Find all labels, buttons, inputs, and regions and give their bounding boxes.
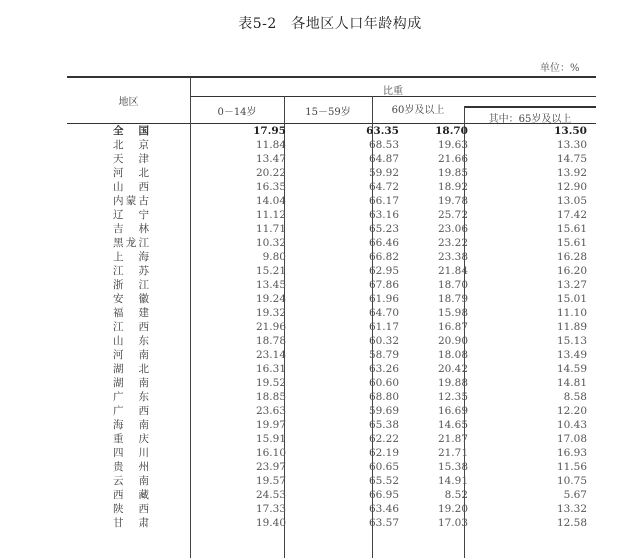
age-60-plus-cell: 23.06 [437,223,468,236]
table-row [67,362,596,376]
age-60-plus-cell: 18.70 [435,125,468,137]
table-title: 表5-2 各地区人口年龄构成 [238,16,422,32]
age-65-plus-cell: 8.58 [563,391,587,404]
table-body [67,124,596,530]
table-row [67,250,596,264]
age-0-14-cell: 16.10 [255,447,286,460]
table-row [67,516,596,530]
age-65-plus-cell: 13.05 [556,195,587,208]
age-0-14-cell: 18.78 [255,335,286,348]
age-60-plus-cell: 15.98 [437,307,468,320]
age-0-14-cell: 19.57 [255,475,286,488]
age-65-plus-cell: 16.93 [556,447,587,460]
age-15-59-cell: 65.52 [368,475,399,488]
age-65-plus-cell: 11.10 [556,307,587,320]
age-0-14-cell: 23.14 [255,349,286,362]
region-cell: 湖 南 [113,377,149,390]
region-cell: 上 海 [113,251,149,264]
region-cell: 北 京 [113,139,149,152]
age-60-plus-cell: 12.35 [437,391,468,404]
age-60-plus-cell: 18.70 [437,279,468,292]
table-row [67,334,596,348]
age-0-14-cell: 11.71 [255,223,286,236]
unit-label: 单位：% [540,63,580,74]
age-60-plus-cell: 18.79 [437,293,468,306]
header-age-15-59: 15－59岁 [305,107,351,118]
age-65-plus-cell: 17.42 [556,209,587,222]
age-15-59-cell: 62.19 [368,447,399,460]
age-15-59-cell: 68.80 [368,391,399,404]
age-15-59-cell: 66.46 [368,237,399,250]
age-60-plus-cell: 14.65 [437,419,468,432]
region-cell: 山 东 [113,335,149,348]
table-row [67,502,596,516]
age-65-plus-cell: 13.27 [556,279,587,292]
age-65-plus-cell: 13.50 [554,125,587,137]
header-region: 地区 [118,97,139,108]
age-15-59-cell: 60.60 [368,377,399,390]
region-cell: 西 藏 [113,489,149,502]
table-row [67,236,596,250]
age-60-plus-cell: 23.38 [437,251,468,264]
age-60-plus-cell: 21.84 [437,265,468,278]
age-15-59-cell: 63.26 [368,363,399,376]
age-0-14-cell: 24.53 [255,489,286,502]
table-row [67,292,596,306]
sub-rule [464,106,596,108]
age-65-plus-cell: 10.75 [556,475,587,488]
region-cell: 天 津 [113,153,149,166]
age-0-14-cell: 16.35 [255,181,286,194]
age-15-59-cell: 65.23 [368,223,399,236]
region-cell: 内蒙古 [113,195,149,208]
age-0-14-cell: 19.24 [255,293,286,306]
age-60-plus-cell: 21.71 [437,447,468,460]
age-15-59-cell: 60.65 [368,461,399,474]
age-60-plus-cell: 19.20 [437,503,468,516]
header-age-65-plus: 其中：65岁及以上 [488,114,572,125]
age-65-plus-cell: 13.92 [556,167,587,180]
age-15-59-cell: 66.95 [368,489,399,502]
region-cell: 广 东 [113,391,149,404]
table-row [67,376,596,390]
table-row-total [67,124,596,138]
table-row [67,488,596,502]
age-65-plus-cell: 16.20 [556,265,587,278]
region-cell: 全 国 [113,125,149,137]
age-60-plus-cell: 15.38 [437,461,468,474]
age-0-14-cell: 11.84 [255,139,286,152]
age-15-59-cell: 64.72 [368,181,399,194]
age-65-plus-cell: 12.58 [556,517,587,530]
age-65-plus-cell: 11.89 [556,321,587,334]
table-row [67,320,596,334]
header-age-0-14: 0－14岁 [217,107,257,118]
age-15-59-cell: 58.79 [368,349,399,362]
table-row [67,166,596,180]
header-age-60-plus: 60岁及以上 [391,105,445,116]
region-cell: 江 西 [113,321,149,334]
age-0-14-cell: 19.97 [255,419,286,432]
age-0-14-cell: 9.80 [262,251,286,264]
age-65-plus-cell: 17.08 [556,433,587,446]
age-65-plus-cell: 10.43 [556,419,587,432]
table-row [67,138,596,152]
region-cell: 河 南 [113,349,149,362]
age-0-14-cell: 10.32 [255,237,286,250]
age-15-59-cell: 64.70 [368,307,399,320]
table-row [67,222,596,236]
region-cell: 吉 林 [113,223,149,236]
age-15-59-cell: 63.16 [368,209,399,222]
age-15-59-cell: 64.87 [368,153,399,166]
age-65-plus-cell: 12.90 [556,181,587,194]
age-60-plus-cell: 25.72 [437,209,468,222]
table-row [67,180,596,194]
age-60-plus-cell: 14.91 [437,475,468,488]
region-cell: 重 庆 [113,433,149,446]
age-15-59-cell: 68.53 [368,139,399,152]
age-60-plus-cell: 16.69 [437,405,468,418]
age-0-14-cell: 18.85 [255,391,286,404]
age-0-14-cell: 19.32 [255,307,286,320]
age-15-59-cell: 63.35 [366,125,399,137]
table-row [67,390,596,404]
age-60-plus-cell: 18.92 [437,181,468,194]
age-60-plus-cell: 19.85 [437,167,468,180]
table-row [67,278,596,292]
age-15-59-cell: 62.22 [368,433,399,446]
age-60-plus-cell: 19.63 [437,139,468,152]
age-65-plus-cell: 12.20 [556,405,587,418]
age-15-59-cell: 63.46 [368,503,399,516]
age-60-plus-cell: 19.88 [437,377,468,390]
age-0-14-cell: 14.04 [255,195,286,208]
table-row [67,348,596,362]
age-0-14-cell: 20.22 [255,167,286,180]
region-cell: 山 西 [113,181,149,194]
top-rule [67,76,596,78]
age-15-59-cell: 61.96 [368,293,399,306]
age-15-59-cell: 67.86 [368,279,399,292]
age-15-59-cell: 60.32 [368,335,399,348]
age-15-59-cell: 59.69 [368,405,399,418]
age-60-plus-cell: 8.52 [444,489,468,502]
age-65-plus-cell: 14.59 [556,363,587,376]
age-0-14-cell: 15.21 [255,265,286,278]
age-65-plus-cell: 5.67 [563,489,587,502]
table-row [67,208,596,222]
age-0-14-cell: 21.96 [255,321,286,334]
age-60-plus-cell: 20.42 [437,363,468,376]
age-15-59-cell: 66.82 [368,251,399,264]
age-60-plus-cell: 16.87 [437,321,468,334]
age-0-14-cell: 19.52 [255,377,286,390]
age-65-plus-cell: 16.28 [556,251,587,264]
table-row [67,474,596,488]
age-65-plus-cell: 14.75 [556,153,587,166]
region-cell: 江 苏 [113,265,149,278]
table-row [67,460,596,474]
table-row [67,418,596,432]
table-row [67,446,596,460]
region-cell: 浙 江 [113,279,149,292]
region-cell: 河 北 [113,167,149,180]
table-row [67,432,596,446]
age-60-plus-cell: 17.03 [437,517,468,530]
region-cell: 黑龙江 [113,237,149,250]
age-0-14-cell: 13.47 [255,153,286,166]
age-65-plus-cell: 11.56 [556,461,587,474]
age-0-14-cell: 15.91 [255,433,286,446]
table-row [67,404,596,418]
age-15-59-cell: 63.57 [368,517,399,530]
region-cell: 安 徽 [113,293,149,306]
region-cell: 云 南 [113,475,149,488]
age-0-14-cell: 23.63 [255,405,286,418]
age-65-plus-cell: 13.49 [556,349,587,362]
age-0-14-cell: 17.33 [255,503,286,516]
region-cell: 贵 州 [113,461,149,474]
table-row [67,152,596,166]
table-row [67,194,596,208]
age-65-plus-cell: 14.81 [556,377,587,390]
age-15-59-cell: 61.17 [368,321,399,334]
age-65-plus-cell: 13.30 [556,139,587,152]
region-cell: 甘 肃 [113,517,149,530]
age-15-59-cell: 59.92 [368,167,399,180]
age-65-plus-cell: 13.32 [556,503,587,516]
region-cell: 辽 宁 [113,209,149,222]
age-0-14-cell: 17.95 [253,125,286,137]
region-cell: 海 南 [113,419,149,432]
age-65-plus-cell: 15.01 [556,293,587,306]
header-share: 比重 [383,86,403,97]
age-0-14-cell: 11.12 [255,209,286,222]
age-15-59-cell: 66.17 [368,195,399,208]
age-0-14-cell: 23.97 [255,461,286,474]
age-60-plus-cell: 23.22 [437,237,468,250]
table-row [67,306,596,320]
age-65-plus-cell: 15.61 [556,237,587,250]
region-cell: 四 川 [113,447,149,460]
age-60-plus-cell: 21.66 [437,153,468,166]
age-0-14-cell: 13.45 [255,279,286,292]
age-0-14-cell: 16.31 [255,363,286,376]
region-cell: 陕 西 [113,503,149,516]
age-15-59-cell: 62.95 [368,265,399,278]
age-60-plus-cell: 18.08 [437,349,468,362]
age-60-plus-cell: 20.90 [437,335,468,348]
region-cell: 福 建 [113,307,149,320]
region-cell: 广 西 [113,405,149,418]
age-15-59-cell: 65.38 [368,419,399,432]
age-65-plus-cell: 15.13 [556,335,587,348]
table-row [67,264,596,278]
age-60-plus-cell: 21.87 [437,433,468,446]
region-cell: 湖 北 [113,363,149,376]
age-60-plus-cell: 19.78 [437,195,468,208]
age-65-plus-cell: 15.61 [556,223,587,236]
age-0-14-cell: 19.40 [255,517,286,530]
